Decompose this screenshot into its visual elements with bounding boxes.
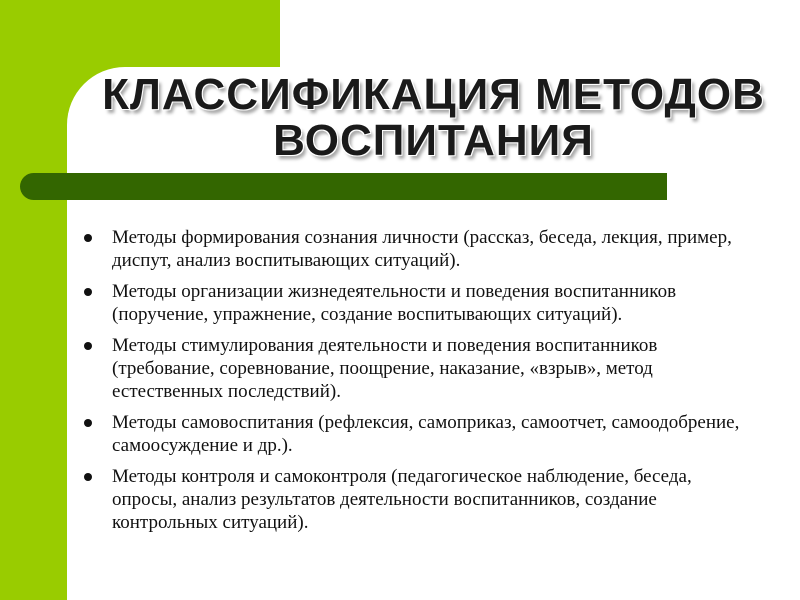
list-item (80, 226, 750, 272)
list-item-text: Методы стимулирования деятельности и поведения воспитанников (требование, соревнование, поощрение, наказание, «взрыв», метод естественных последствий). (112, 335, 658, 402)
methods-list (80, 226, 750, 542)
bullet-dot-icon (84, 342, 92, 350)
title-divider-bar (20, 173, 667, 200)
title-line-2: ВОСПИТАНИЯ (273, 116, 594, 165)
list-item-text: Методы самовоспитания (рефлексия, самоприказ, самоотчет, самоодобрение, самоосуждение и др.). (112, 412, 740, 456)
list-item-text: Методы формирования сознания личности (рассказ, беседа, лекция, пример, диспут, анализ воспитывающих ситуаций). (112, 227, 732, 271)
list-item (80, 465, 750, 534)
bullet-dot-icon (84, 288, 92, 296)
list-item (80, 334, 750, 403)
list-item (80, 411, 750, 457)
bullet-dot-icon (84, 419, 92, 427)
list-item (80, 280, 750, 326)
list-item-text: Методы контроля и самоконтроля (педагогическое наблюдение, беседа, опросы, анализ результатов деятельности воспитанников, создание контрольных ситуаций). (112, 466, 692, 533)
bullet-dot-icon (84, 473, 92, 481)
slide-title (67, 72, 800, 164)
title-line-1: КЛАССИФИКАЦИЯ МЕТОДОВ (102, 70, 765, 119)
list-item-text: Методы организации жизнедеятельности и поведения воспитанников (поручение, упражнение, создание воспитывающих ситуаций). (112, 281, 677, 325)
bullet-dot-icon (84, 234, 92, 242)
